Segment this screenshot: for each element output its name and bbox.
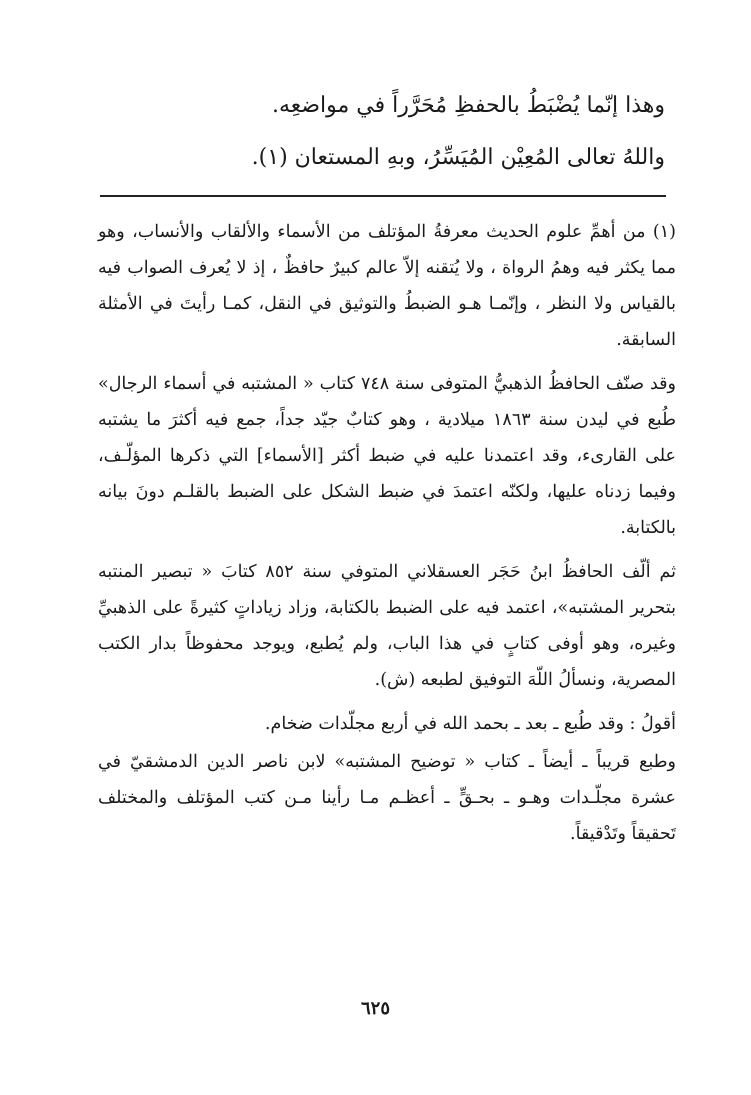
page-number: ٦٢٥ [360, 998, 390, 1019]
footnote-paragraph: ثم ألّف الحافظُ ابنُ حَجَر العسقلاني المتوفي سنة ٨٥٢ كتابَ « تبصير المنتبه بتحرير المشتبه»، اعتمد فيه على الضبط بالكتابة، وزاد زياداتٍ كثيرةً على الذهبيِّ وغيره، وهو أوفى كتابٍ في هذا الباب، ولم يُطبع، ويوجد محفوظاً بدار الكتب المصرية، ونسألُ اللّهَ التوفيق لطبعه (ش). [98, 562, 676, 690]
footnote-paragraph: وقد صنّف الحافظُ الذهبيُّ المتوفى سنة ٧٤٨ كتاب « المشتبه في أسماء الرجال» طُبع في ليدن سنة ١٨٦٣ ميلادية ، وهو كتابٌ جيّد جداً، جمع فيه أكثرَ ما يشتبه على القارىء، وقد اعتمدنا عليه في ضبط أكثر [الأسماء] التي ذكرها المؤلّـف، وفيما زدناه عليها، ولكنّه اعتمدَ في ضبط الشكل على الضبط بالقلـم دونَ بيانه بالكتابة. [98, 374, 677, 538]
main-line: وهذا إنّما يُضْبَطُ بالحفظِ مُحَرَّراً في مواضعِه. [271, 93, 665, 118]
main-line: واللهُ تعالى المُعِيْن المُيَسِّرُ، وبهِ المستعان (١). [251, 145, 665, 170]
footnote-paragraph: وطبع قريباً ـ أيضاً ـ كتاب « توضيح المشتبه» لابن ناصر الدين الدمشقيّ في عشرة مجلّـدات وهـو ـ بحـقٍّ ـ أعظـم مـا رأينا مـن كتب المؤتلف والمختلف تَحقيقاً وتَدْقيقاً. [98, 752, 676, 844]
footnote-separator [100, 195, 666, 197]
main-text [200, 80, 665, 184]
footnote-paragraph: أقولُ : وقد طُبع ـ بعد ـ بحمد الله في أربع مجلّدات ضخام. [264, 714, 676, 734]
footnotes [98, 214, 676, 860]
footnote-paragraph: (١) من أهمِّ علوم الحديث معرفةُ المؤتلف من الأسماء والألقاب والأنساب، وهو مما يكثر فيه وهمُ الرواة ، ولا يُتقنه إلاّ عالم كبيرٌ حافظٌ ، إذ لا يُعرف الصواب فيه بالقياس ولا النظر ، وإنّمـا هـو الضبطُ والتوثيق في النقل، كمـا رأيتَ في الأمثلة السابقة. [98, 222, 676, 350]
